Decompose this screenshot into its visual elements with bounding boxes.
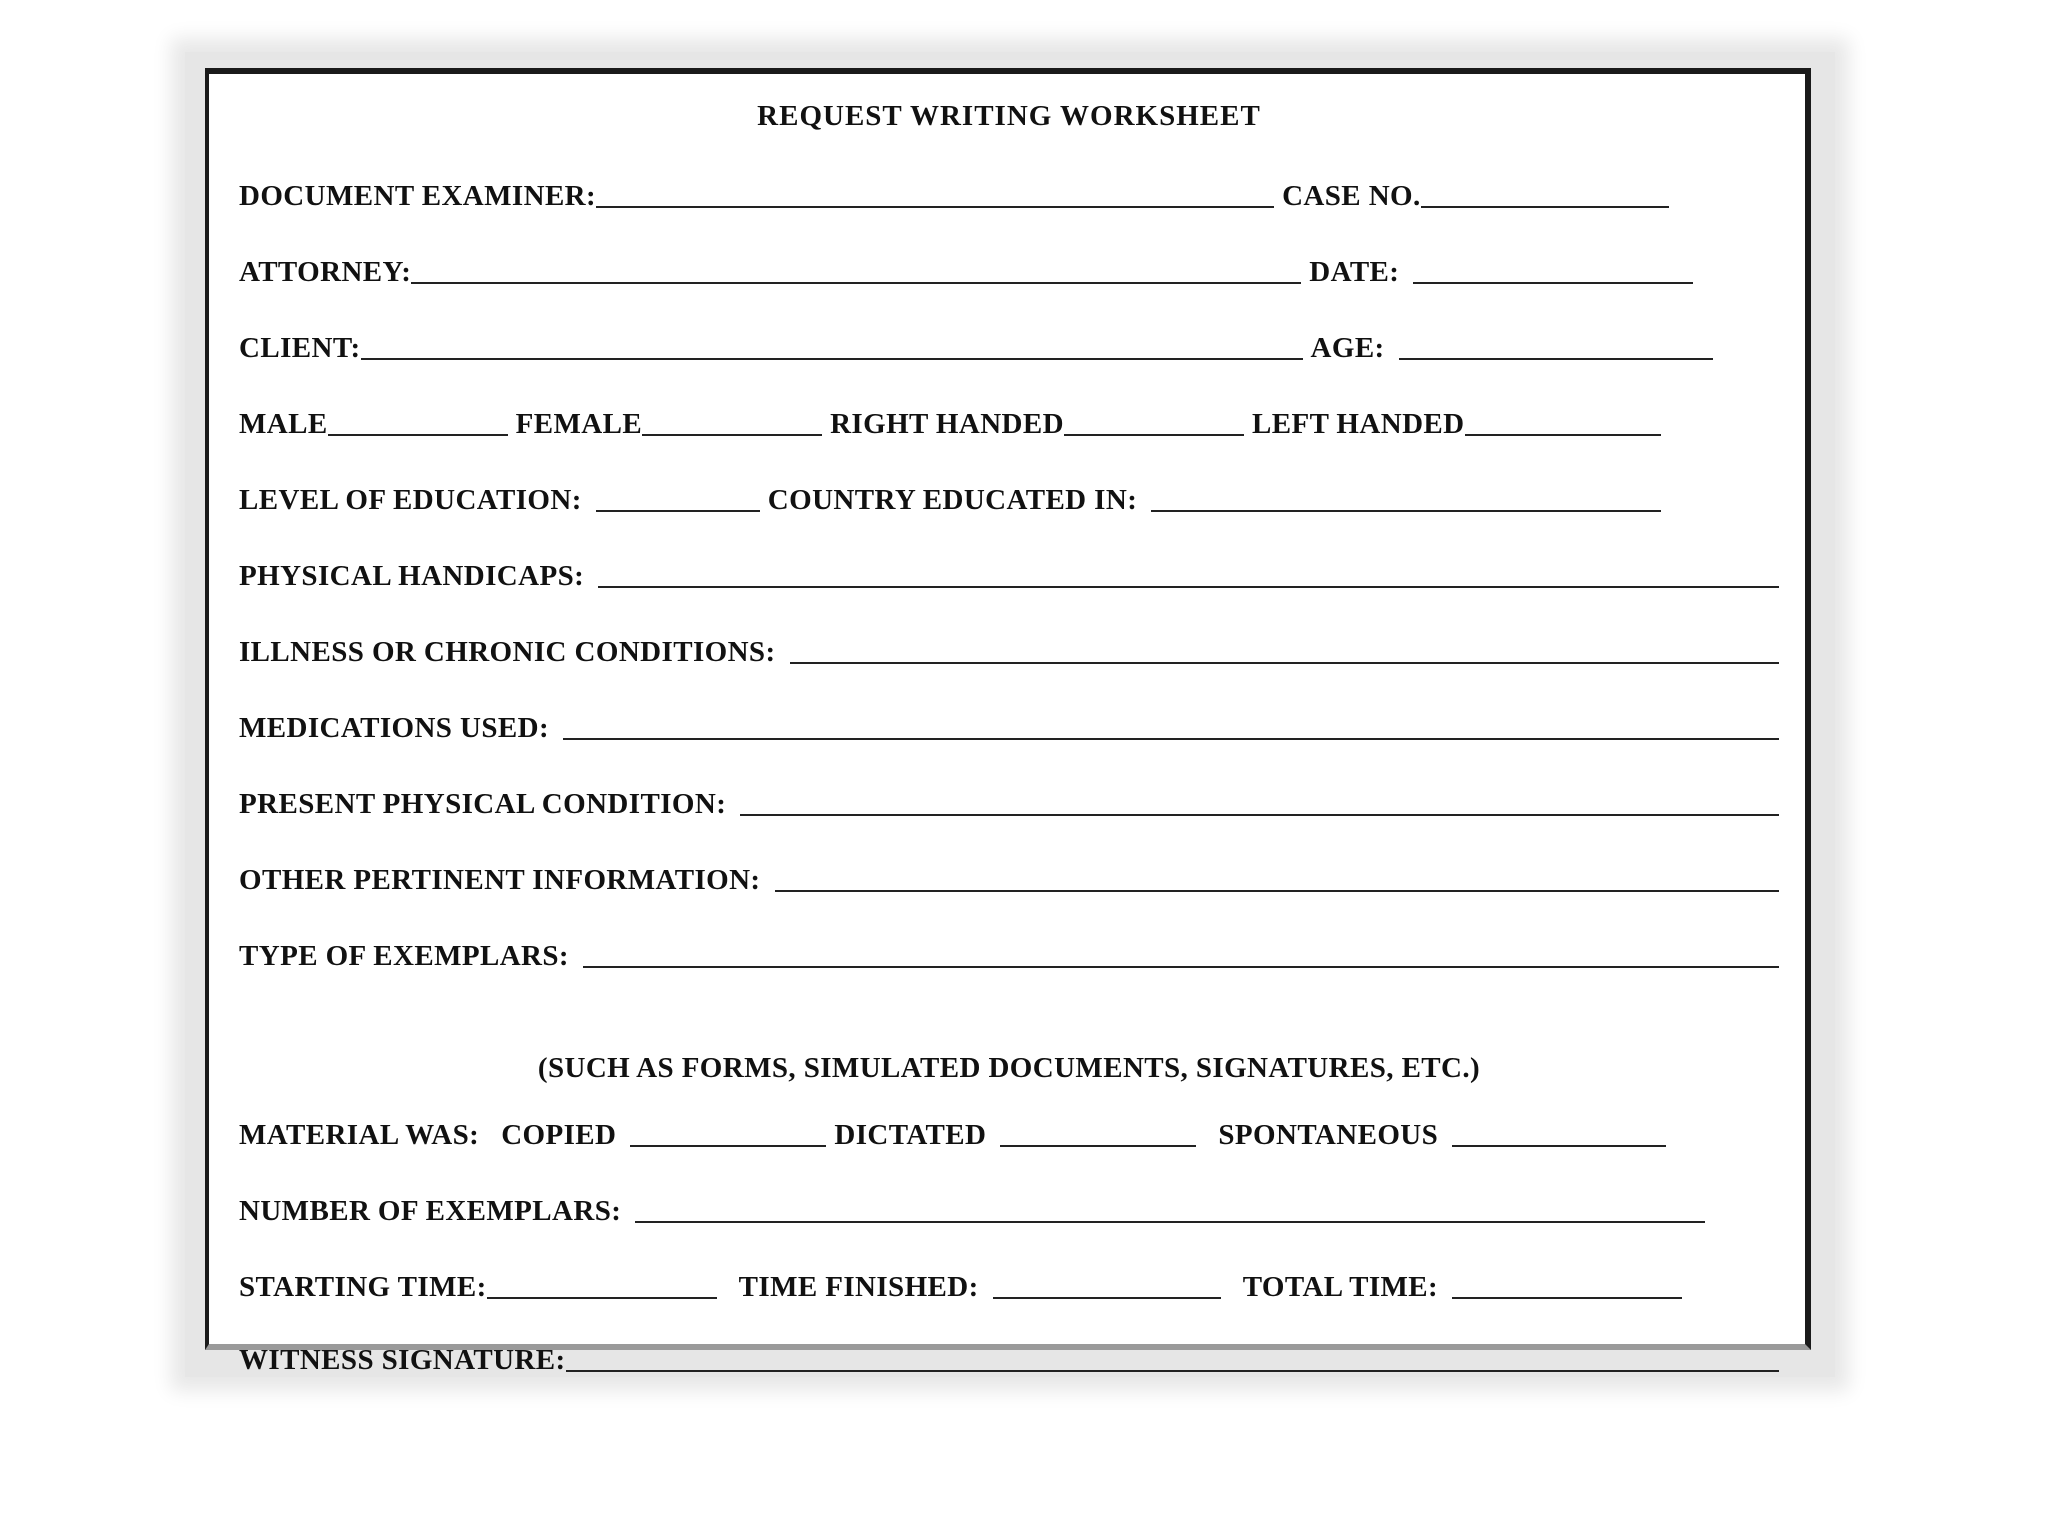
row-illness <box>239 628 1779 668</box>
female-label: FEMALE <box>515 408 643 440</box>
total-time-field[interactable] <box>1452 1271 1682 1299</box>
physical-handicaps-label: PHYSICAL HANDICAPS: <box>239 560 585 592</box>
document-examiner-label: DOCUMENT EXAMINER: <box>239 180 597 212</box>
dictated-label: DICTATED <box>834 1119 987 1151</box>
row-other-info <box>239 856 1779 896</box>
time-finished-field[interactable] <box>993 1271 1221 1299</box>
attorney-field[interactable] <box>411 256 1301 284</box>
right-handed-field[interactable] <box>1064 408 1244 436</box>
document-examiner-field[interactable] <box>596 180 1274 208</box>
copied-field[interactable] <box>630 1119 826 1147</box>
row-attorney <box>239 248 1779 288</box>
row-material-was <box>239 1111 1779 1151</box>
starting-time-field[interactable] <box>487 1271 717 1299</box>
client-label: CLIENT: <box>239 332 361 364</box>
client-field[interactable] <box>361 332 1303 360</box>
row-number-of-exemplars <box>239 1187 1779 1227</box>
illness-label: ILLNESS OR CHRONIC CONDITIONS: <box>239 636 776 668</box>
date-label: DATE: <box>1309 256 1400 288</box>
row-type-of-exemplars <box>239 932 1779 972</box>
type-of-exemplars-label: TYPE OF EXEMPLARS: <box>239 940 569 972</box>
left-handed-field[interactable] <box>1465 408 1661 436</box>
medications-field[interactable] <box>563 712 1779 740</box>
row-witness-signature <box>239 1336 1779 1376</box>
other-info-field[interactable] <box>775 864 1780 892</box>
number-of-exemplars-field[interactable] <box>635 1195 1705 1223</box>
time-finished-label: TIME FINISHED: <box>738 1271 979 1303</box>
spontaneous-label: SPONTANEOUS <box>1218 1119 1439 1151</box>
age-label: AGE: <box>1310 332 1385 364</box>
present-condition-label: PRESENT PHYSICAL CONDITION: <box>239 788 727 820</box>
row-times <box>239 1263 1779 1303</box>
female-field[interactable] <box>642 408 822 436</box>
row-gender-handedness <box>239 400 1779 440</box>
present-condition-field[interactable] <box>740 788 1779 816</box>
age-field[interactable] <box>1399 332 1713 360</box>
copied-label: COPIED <box>501 1119 617 1151</box>
row-document-examiner <box>239 172 1779 212</box>
attorney-label: ATTORNEY: <box>239 256 412 288</box>
starting-time-label: STARTING TIME: <box>239 1271 487 1303</box>
number-of-exemplars-label: NUMBER OF EXEMPLARS: <box>239 1195 622 1227</box>
exemplars-note: (SUCH AS FORMS, SIMULATED DOCUMENTS, SIGNATURES, ETC.) <box>537 1052 1481 1084</box>
case-no-field[interactable] <box>1421 180 1669 208</box>
level-of-education-field[interactable] <box>596 484 760 512</box>
male-label: MALE <box>239 408 328 440</box>
case-no-label: CASE NO. <box>1282 180 1421 212</box>
witness-signature-field[interactable] <box>566 1344 1779 1372</box>
physical-handicaps-field[interactable] <box>598 560 1779 588</box>
total-time-label: TOTAL TIME: <box>1242 1271 1439 1303</box>
right-handed-label: RIGHT HANDED <box>830 408 1064 440</box>
row-education <box>239 476 1779 516</box>
spontaneous-field[interactable] <box>1452 1119 1666 1147</box>
row-present-condition <box>239 780 1779 820</box>
row-client <box>239 324 1779 364</box>
male-field[interactable] <box>328 408 508 436</box>
illness-field[interactable] <box>790 636 1779 664</box>
medications-label: MEDICATIONS USED: <box>239 712 549 744</box>
row-physical-handicaps <box>239 552 1779 592</box>
country-educated-label: COUNTRY EDUCATED IN: <box>767 484 1138 516</box>
request-writing-worksheet <box>205 68 1811 1376</box>
other-info-label: OTHER PERTINENT INFORMATION: <box>239 864 761 896</box>
material-was-label: MATERIAL WAS: <box>239 1119 480 1151</box>
type-of-exemplars-field[interactable] <box>583 940 1779 968</box>
dictated-field[interactable] <box>1000 1119 1196 1147</box>
date-field[interactable] <box>1413 256 1693 284</box>
country-educated-field[interactable] <box>1151 484 1661 512</box>
form-title: REQUEST WRITING WORKSHEET <box>757 100 1261 132</box>
level-of-education-label: LEVEL OF EDUCATION: <box>239 484 582 516</box>
row-medications <box>239 704 1779 744</box>
witness-signature-label: WITNESS SIGNATURE: <box>239 1344 566 1376</box>
left-handed-label: LEFT HANDED <box>1251 408 1465 440</box>
